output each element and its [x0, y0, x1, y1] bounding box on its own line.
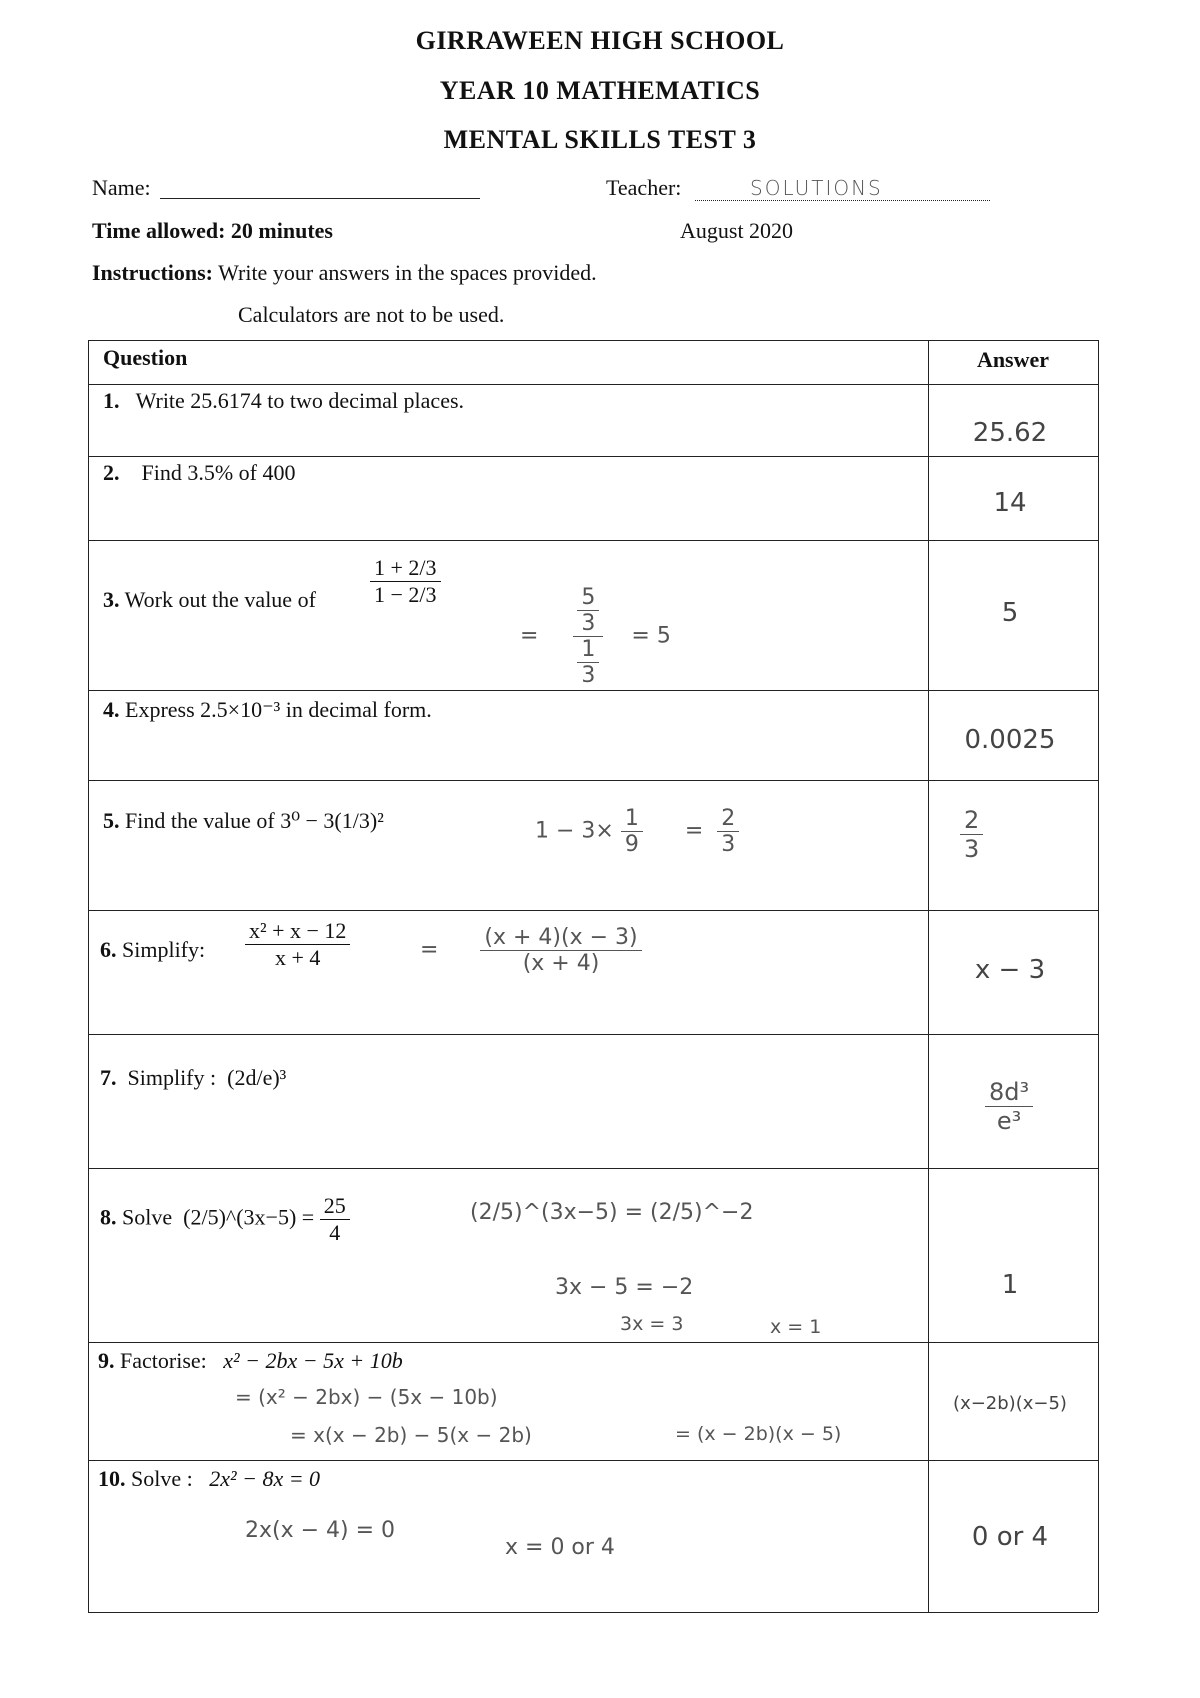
q10-working-line-2: x = 0 or 4 — [505, 1535, 615, 1560]
q8-working-line-3: 3x = 3 — [620, 1313, 684, 1335]
table-bottom-border — [88, 1612, 1098, 1613]
answer-1: 25.62 — [972, 418, 1048, 448]
q10-working-line-1: 2x(x − 4) = 0 — [245, 1518, 396, 1543]
row-divider — [88, 540, 1098, 541]
q5-working: 1 − 3× $\frac{1}{9}$ = $\frac{2}{3}$ — [535, 806, 739, 857]
instructions-line-1: Write your answers in the spaces provided. — [218, 260, 597, 285]
school-title: GIRRAWEEN HIGH SCHOOL — [415, 26, 785, 55]
instructions-line-2: Calculators are not to be used. — [238, 302, 505, 327]
question-7: 7. Simplify : (2d/e)³ — [100, 1065, 287, 1090]
time-allowed: Time allowed: 20 minutes — [92, 218, 333, 243]
row-divider — [88, 690, 1098, 691]
teacher-field — [695, 200, 990, 201]
question-3: 3. Work out the value of — [103, 587, 316, 612]
question-4: 4. Express 2.5×10⁻³ in decimal form. — [103, 697, 432, 722]
row-divider — [88, 456, 1098, 457]
answer-10: 0 or 4 — [971, 1522, 1049, 1552]
answer-6: x − 3 — [974, 955, 1046, 985]
row-divider — [88, 780, 1098, 781]
question-1: 1. Write 25.6174 to two decimal places. — [103, 388, 465, 413]
instructions — [92, 260, 597, 286]
question-6: 6. Simplify: — [100, 937, 206, 962]
test-title: MENTAL SKILLS TEST 3 — [443, 125, 757, 154]
row-divider — [88, 1342, 1098, 1343]
q8-working-line-1: (2/5)^(3x−5) = (2/5)^−2 — [470, 1200, 754, 1225]
question-column-header: Question — [103, 345, 188, 370]
table-top-border — [88, 340, 1098, 341]
row-divider — [88, 910, 1098, 911]
q8-working-line-4: x = 1 — [770, 1316, 822, 1338]
answer-column-header: Answer — [976, 347, 1050, 372]
table-left-border — [88, 340, 89, 1612]
q9-working-line-1: = (x² − 2bx) − (5x − 10b) — [235, 1385, 498, 1409]
answer-7: $\frac{\text{8d³}}{\text{e³}}$ — [985, 1078, 1033, 1135]
row-divider — [88, 1034, 1098, 1035]
q6-expression: $\frac{\text{x² + x − 12}}{x + 4}$ — [245, 918, 350, 971]
name-field — [160, 198, 480, 199]
test-date: August 2020 — [680, 218, 794, 243]
q3-expression: $\frac{1 + 2/3}{1 - 2/3}$ — [370, 555, 441, 608]
answer-8: 1 — [1001, 1270, 1019, 1300]
answer-9: (x−2b)(x−5) — [953, 1393, 1067, 1414]
question-9: 9. Factorise: x² − 2bx − 5x + 10b — [98, 1348, 403, 1373]
question-10: 10. Solve : 2x² − 8x = 0 — [98, 1466, 321, 1491]
question-5: 5. Find the value of 3⁰ − 3(1/3)² — [103, 808, 384, 833]
q8-working-line-2: 3x − 5 = −2 — [555, 1275, 694, 1300]
answer-4: 0.0025 — [964, 725, 1056, 755]
q9-working-line-3: = (x − 2b)(x − 5) — [675, 1423, 842, 1445]
q3-working: = $\frac{\frac{5}{3}}{\frac{1}{3}}$ = 5 — [520, 585, 671, 688]
subject-title: YEAR 10 MATHEMATICS — [439, 76, 761, 105]
question-2: 2. Find 3.5% of 400 — [103, 460, 296, 485]
answer-3: 5 — [1001, 598, 1019, 628]
row-divider — [88, 1168, 1098, 1169]
q9-working-line-2: = x(x − 2b) − 5(x − 2b) — [290, 1423, 532, 1447]
q6-working: = $\frac{(x + 4)(x - 3)}{(x + 4)}$ — [420, 925, 642, 976]
instructions-label: Instructions: — [92, 260, 214, 285]
question-8: 8. Solve (2/5)^(3x−5) = $\frac{25}{4}$ — [100, 1193, 350, 1246]
row-divider — [88, 384, 1098, 385]
teacher-label: Teacher: — [606, 175, 682, 200]
table-right-border — [1098, 340, 1099, 1612]
answer-5: $\frac{2}{3}$ — [960, 806, 983, 863]
answer-2: 14 — [993, 488, 1027, 518]
row-divider — [88, 1460, 1098, 1461]
teacher-value: SOLUTIONS — [750, 176, 883, 200]
name-label: Name: — [92, 175, 151, 200]
